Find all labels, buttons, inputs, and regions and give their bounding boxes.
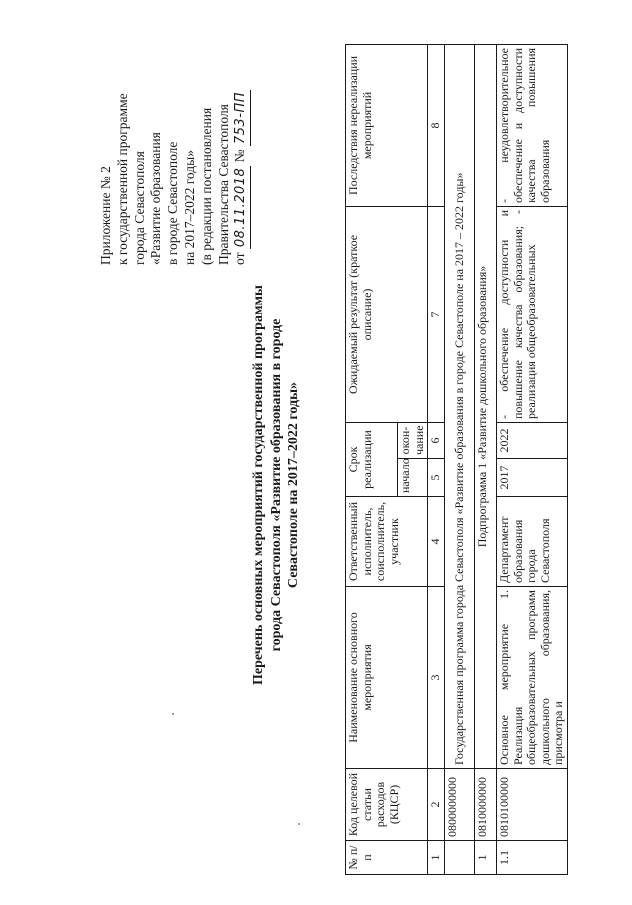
appendix-line: города Севастополя [131,151,147,265]
program-row [445,44,475,874]
item-result: - обеспечение доступности и повышение качества образования; - реализация общеобразовательных [497,206,568,422]
title-line: Севастополе на 2017–2022 годы» [286,381,301,589]
item-no: 1.1 [497,841,568,875]
column-number: 6 [428,422,445,458]
appendix-line: Приложение № 2 [98,166,113,265]
column-number: 8 [428,44,445,206]
column-number: 5 [428,459,445,497]
column-number: 1 [428,841,445,875]
appendix-line: (в редакции постановления [198,107,214,265]
subprogram-title: Подпрограмма 1 «Развитие дошкольного образования» [475,44,497,768]
title-line: Перечень основных мероприятий государственной программы [251,285,266,685]
appendix-date-line [232,15,251,265]
item-name: Основное мероприятие 1. Реализация общеобразовательных программ дошкольного образования, присмотра и [497,587,568,769]
activities-table [345,44,568,875]
header-no: № п/п [346,841,428,875]
table-row [497,44,568,874]
subprogram-code: 0810000000 [475,769,497,841]
header-end: окон-чание [398,422,428,458]
header-name: Наименование основного мероприятия [346,587,428,769]
document-title [250,205,303,765]
column-number: 4 [428,497,445,587]
column-number: 3 [428,587,445,769]
item-start-year: 2017 [497,459,568,497]
scan-speck [172,713,174,715]
appendix-block [98,15,251,265]
appendix-line: к государственной программе [114,93,130,265]
header-period: Срок реализации [346,422,398,496]
date-prefix: от [232,252,248,265]
program-title: Государственная программа города Севастополя «Развитие образования в городе Севастополе на 2017 – 2022 годы» [445,44,475,768]
header-start: начало [398,459,428,497]
appendix-line: «Развитие образования [148,132,164,265]
item-consequences: - неудовлетворительное обеспечение и доступности качества повышения образования [497,44,568,206]
number-prefix: № [232,149,248,163]
column-number: 2 [428,769,445,841]
appendix-line: на 2017–2022 годы» [181,150,197,265]
column-number: 7 [428,206,445,422]
header-consequences: Последствия нереализации мероприятий [346,44,428,206]
item-executor: Департамент образования города Севастополя [497,497,568,587]
header-code: Код целевой статьи расходов (КЦСР) [346,769,428,841]
table-header-row [346,44,398,874]
appendix-line: в городе Севастополе [165,141,181,265]
header-result: Ожидаемый результат (краткое описание) [346,206,428,422]
header-executor: Ответственный исполнитель, соисполнитель, участник [346,497,428,587]
title-line: города Севастополя «Развитие образования в городе [268,318,284,652]
subprogram-row [475,44,497,874]
program-no-cell [445,841,475,875]
program-code: 0800000000 [445,769,475,841]
appendix-line: Правительства Севастополя [215,104,231,265]
item-code: 0810100000 [497,769,568,841]
resolution-number: 753-ПП [233,90,251,146]
subprogram-no: 1 [475,841,497,875]
scan-speck [298,823,300,825]
resolution-date: 08.11.2018 [233,166,251,249]
item-end-year: 2022 [497,422,568,458]
column-number-row [428,44,445,874]
